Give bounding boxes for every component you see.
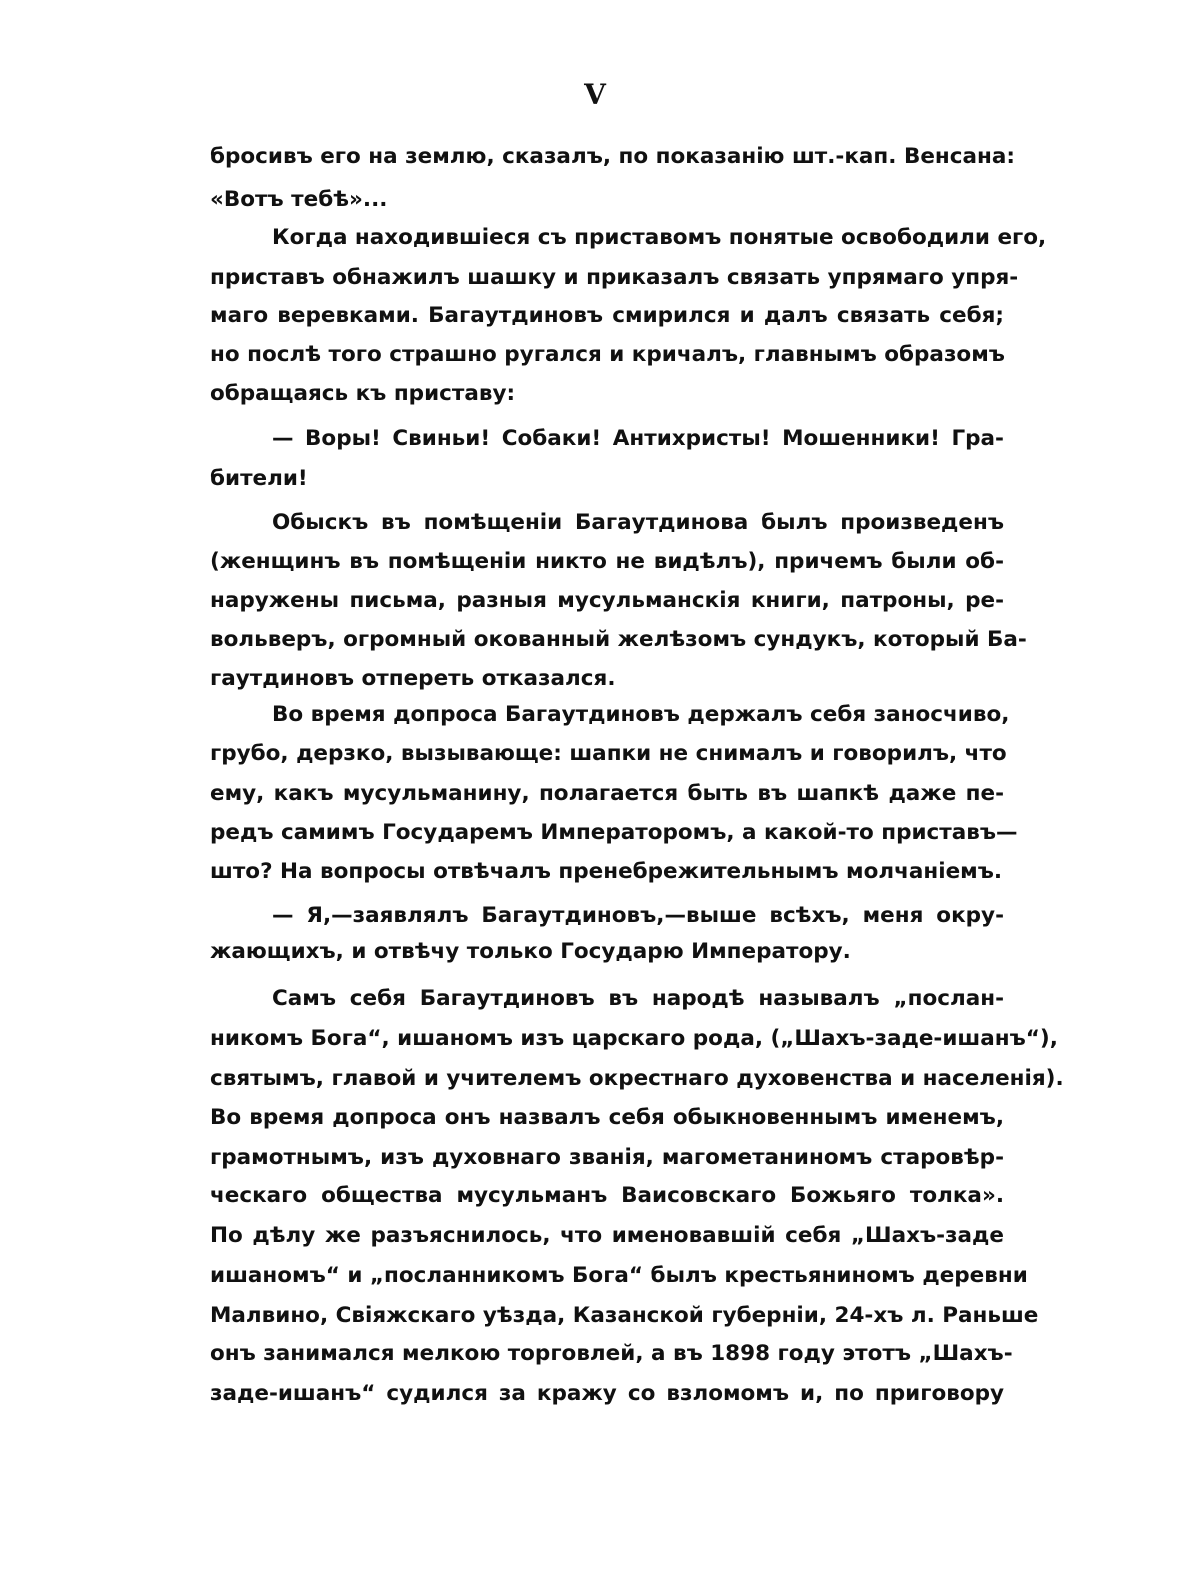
text-line: По дѣлу же разъяснилось, что именовавшій себя „Шахъ-заде	[210, 1223, 1004, 1248]
text-line: грубо, дерзко, вызывающе: шапки не снималъ и говорилъ, что	[210, 741, 1007, 766]
text-line: «Вотъ тебѣ»...	[210, 187, 388, 212]
text-line: ческаго общества мусульманъ Ваисовскаго Божьяго толка».	[210, 1183, 1004, 1208]
text-line: редъ самимъ Государемъ Императоромъ, а какой-то приставъ—	[210, 820, 1018, 845]
text-line: што? На вопросы отвѣчалъ пренебрежительнымъ молчаніемъ.	[210, 859, 1003, 884]
text-line: но послѣ того страшно ругался и кричалъ, главнымъ образомъ	[210, 342, 1005, 367]
text-line: приставъ обнажилъ шашку и приказалъ связать упрямаго упря-	[210, 265, 1019, 290]
text-line: вольверъ, огромный окованный желѣзомъ сундукъ, который Ба-	[210, 627, 1027, 652]
text-line: гаутдиновъ отпереть отказался.	[210, 666, 616, 691]
text-line: ему, какъ мусульманину, полагается быть въ шапкѣ даже пе-	[210, 781, 1004, 806]
page-number: V	[584, 78, 607, 111]
text-line: — Я,—заявлялъ Багаутдиновъ,—выше всѣхъ, меня окру-	[272, 903, 1004, 928]
text-line: никомъ Бога“, ишаномъ изъ царскаго рода, („Шахъ-заде-ишанъ“),	[210, 1026, 1058, 1051]
text-line: Во время допроса Багаутдиновъ держалъ себя заносчиво,	[272, 702, 1010, 727]
text-line: обращаясь къ приставу:	[210, 381, 516, 406]
text-line: Обыскъ въ помѣщеніи Багаутдинова былъ произведенъ	[272, 510, 1004, 535]
text-line: Когда находившіеся съ приставомъ понятые освободили его,	[272, 225, 1047, 250]
text-line: бители!	[210, 466, 308, 491]
text-line: Малвино, Свіяжскаго уѣзда, Казанской губерніи, 24-хъ л. Раньше	[210, 1303, 1039, 1328]
text-line: (женщинъ въ помѣщеніи никто не видѣлъ), причемъ были об-	[210, 549, 1004, 574]
text-line: — Воры! Свиньи! Собаки! Антихристы! Мошенники! Гра-	[272, 426, 1004, 451]
text-line: жающихъ, и отвѣчу только Государю Императору.	[210, 939, 851, 964]
text-line: онъ занимался мелкою торговлей, а въ 1898 году этотъ „Шахъ-	[210, 1341, 1013, 1366]
text-line: Во время допроса онъ назвалъ себя обыкновеннымъ именемъ,	[210, 1105, 1004, 1130]
text-line: заде-ишанъ“ судился за кражу со взломомъ и, по приговору	[210, 1381, 1004, 1406]
text-line: святымъ, главой и учителемъ окрестнаго духовенства и населенія).	[210, 1066, 1064, 1091]
text-line: Самъ себя Багаутдиновъ въ народѣ называлъ „послан-	[272, 986, 1004, 1011]
text-line: бросивъ его на землю, сказалъ, по показанію шт.-кап. Венсана:	[210, 144, 1015, 169]
text-line: наружены письма, разныя мусульманскія книги, патроны, ре-	[210, 588, 1004, 613]
text-line: маго веревками. Багаутдиновъ смирился и далъ связать себя;	[210, 303, 1004, 328]
text-line: грамотнымъ, изъ духовнаго званія, магометаниномъ старовѣр-	[210, 1145, 1004, 1170]
text-line: ишаномъ“ и „посланникомъ Бога“ былъ крестьяниномъ деревни	[210, 1263, 1028, 1288]
